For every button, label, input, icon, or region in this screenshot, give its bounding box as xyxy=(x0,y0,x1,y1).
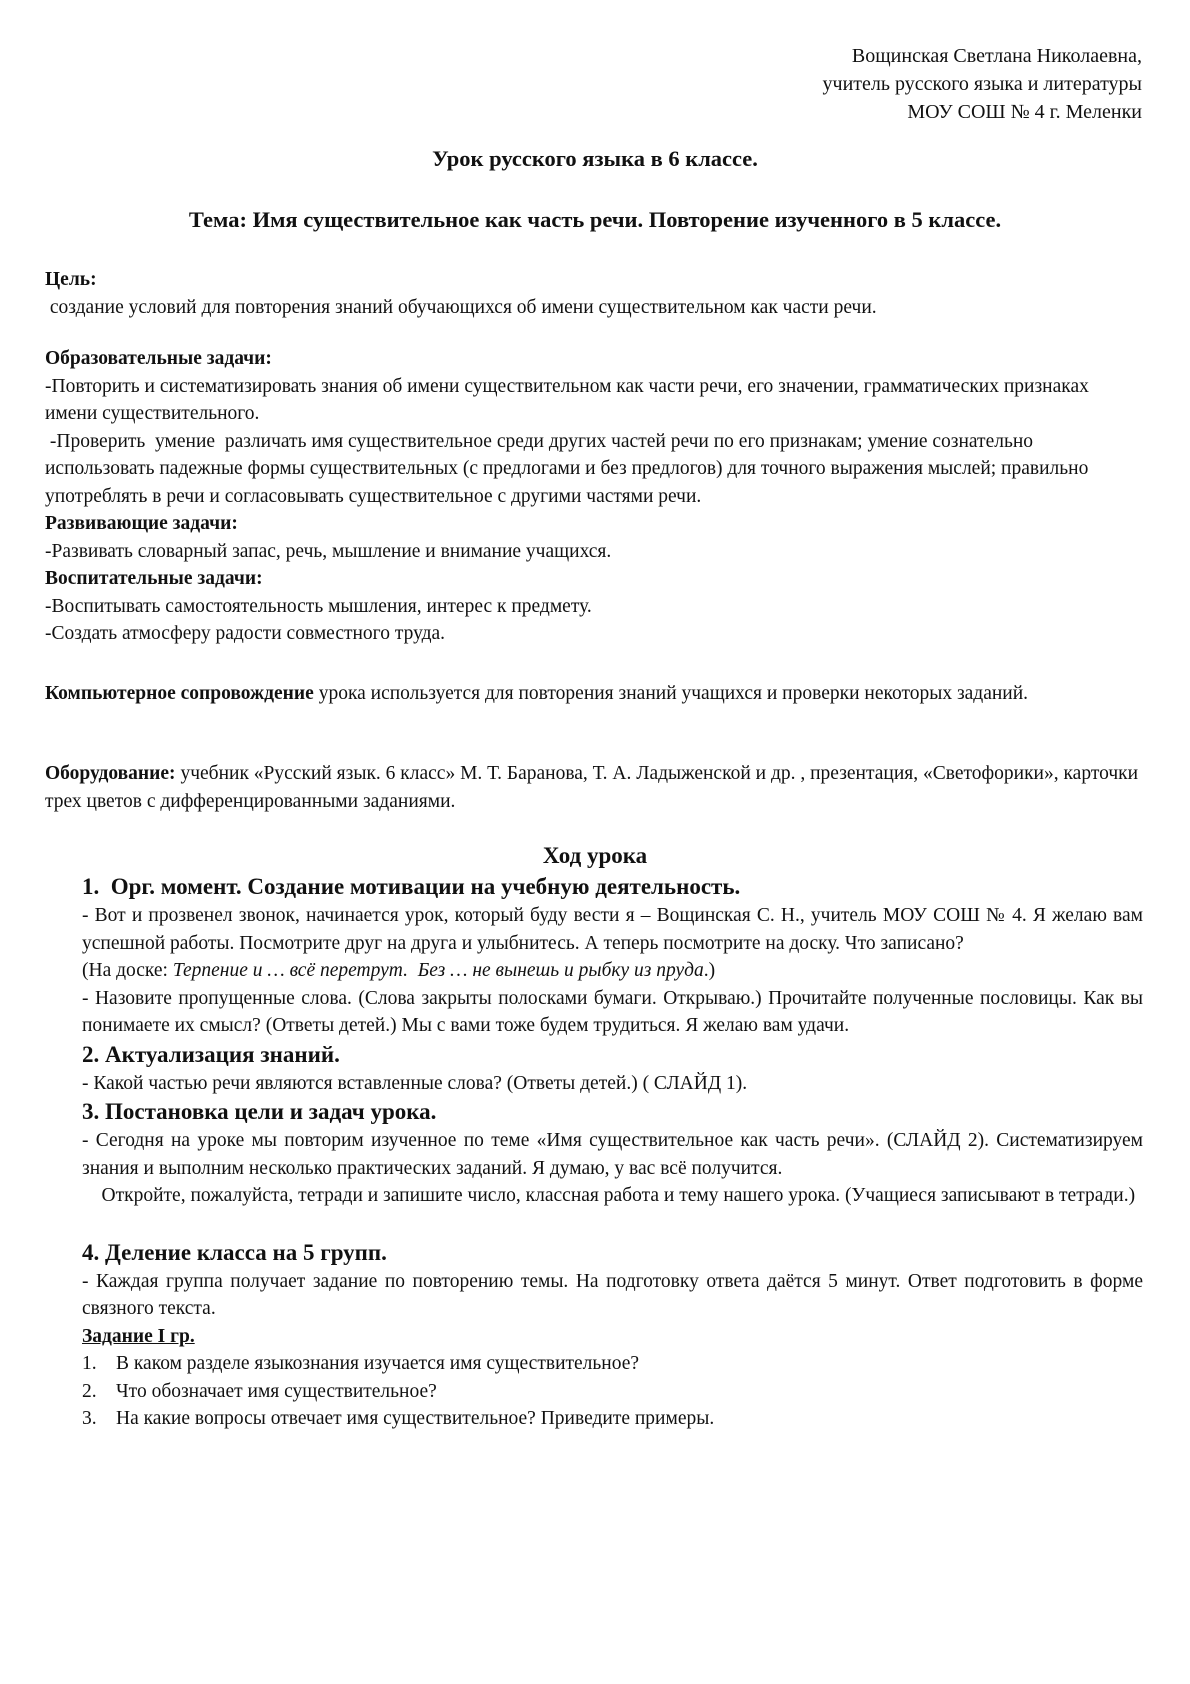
equipment-paragraph xyxy=(45,760,1143,815)
author-name: Вощинская Светлана Николаевна, xyxy=(851,45,1142,67)
question-number: 2. xyxy=(82,1380,97,1402)
lesson-body xyxy=(82,872,1143,1433)
developing-task-1: -Развивать словарный запас, речь, мышление и внимание учащихся. xyxy=(45,540,612,562)
computer-support-label: Компьютерное сопровождение xyxy=(45,683,314,704)
educational-task-1: -Повторить и систематизировать знания об имени существительном как части речи, его значении, грамматических признаках имени существительного. xyxy=(45,375,1089,424)
section-2-heading: 2. Актуализация знаний. xyxy=(82,1041,340,1067)
educational-tasks-heading: Образовательные задачи: xyxy=(45,348,272,369)
lesson-title: Урок русского языка в 6 классе. xyxy=(432,146,758,171)
task-group-1-heading: Задание I гр. xyxy=(82,1325,195,1347)
author-block xyxy=(823,42,1142,126)
equipment-label: Оборудование: xyxy=(45,763,176,784)
question-number: 3. xyxy=(82,1408,97,1429)
question-text: Что обозначает имя существительное? xyxy=(116,1380,437,1402)
section-2-paragraph-1: - Какой частью речи являются вставленные слова? (Ответы детей.) ( СЛАЙД 1). xyxy=(82,1072,748,1094)
developing-tasks-heading: Развивающие задачи: xyxy=(45,513,238,534)
section-1-board-line xyxy=(82,957,1143,985)
question-item xyxy=(82,1350,1143,1378)
board-open: (На доске: xyxy=(82,960,173,981)
section-4-heading: 4. Деление класса на 5 групп. xyxy=(82,1239,387,1265)
tasks-section xyxy=(45,345,1143,648)
section-4-paragraph-1: - Каждая группа получает задание по повторению темы. На подготовку ответа даётся 5 минут. Ответ подготовить в форме связного текста. xyxy=(82,1270,1143,1319)
computer-support-text: урока используется для повторения знаний учащихся и проверки некоторых заданий. xyxy=(313,683,1029,704)
question-number: 1. xyxy=(82,1353,97,1374)
question-item xyxy=(82,1405,1143,1433)
goal-section xyxy=(45,266,1143,321)
section-1-heading: 1. Орг. момент. Создание мотивации на учебную деятельность. xyxy=(82,874,741,899)
author-school: МОУ СОШ № 4 г. Меленки xyxy=(907,101,1142,123)
question-text: В каком разделе языкознания изучается имя существительное? xyxy=(116,1353,640,1374)
section-3-heading: 3. Постановка цели и задач урока. xyxy=(82,1099,437,1124)
board-close: .) xyxy=(703,960,716,981)
question-text: На какие вопросы отвечает имя существительное? Приведите примеры. xyxy=(116,1408,715,1429)
author-position: учитель русского языка и литературы xyxy=(822,73,1142,95)
board-proverbs: Терпение и … всё перетрут. Без … не вынешь и рыбку из пруда xyxy=(172,960,704,981)
goal-heading: Цель: xyxy=(45,269,97,290)
section-3-paragraph-1: - Сегодня на уроке мы повторим изученное по теме «Имя существительное как часть речи». (СЛАЙД 2). Систематизируем знания и выполним несколько практических заданий. Я думаю, у вас всё получится. xyxy=(82,1130,1143,1179)
section-1-paragraph-3: - Назовите пропущенные слова. (Слова закрыты полосками бумаги. Открываю.) Прочитайте полученные пословицы. Как вы понимаете их смысл? (Ответы детей.) Мы с вами тоже будем трудиться. Я желаю вам удачи. xyxy=(82,987,1143,1036)
task-group-1-questions xyxy=(82,1350,1143,1433)
section-1-paragraph-1: - Вот и прозвенел звонок, начинается урок, который буду вести я – Вощинская С. Н., учитель МОУ СОШ № 4. Я желаю вам успешной работы. Посмотрите друг на друга и улыбнитесь. А теперь посмотрите на доску. Что записано? xyxy=(82,905,1143,954)
upbringing-task-1: -Воспитывать самостоятельность мышления, интерес к предмету. xyxy=(45,595,592,617)
question-item xyxy=(82,1378,1143,1406)
equipment-text: учебник «Русский язык. 6 класс» М. Т. Баранова, Т. А. Ладыженской и др. , презентация, «Светофорики», карточки трех цветов с дифференцированными заданиями. xyxy=(45,763,1143,812)
section-3-paragraph-2: Откройте, пожалуйста, тетради и запишите число, классная работа и тему нашего урока. (Учащиеся записывают в тетради.) xyxy=(82,1185,1136,1206)
upbringing-tasks-heading: Воспитательные задачи: xyxy=(45,568,263,589)
upbringing-task-2: -Создать атмосферу радости совместного труда. xyxy=(45,623,446,644)
lesson-topic: Тема: Имя существительное как часть речи. Повторение изученного в 5 классе. xyxy=(188,207,1002,232)
lesson-progress-heading: Ход урока xyxy=(542,843,648,868)
goal-text: создание условий для повторения знаний обучающихся об имени существительном как части речи. xyxy=(45,296,877,318)
computer-support-paragraph xyxy=(45,680,1143,708)
educational-task-2: -Проверить умение различать имя существительное среди других частей речи по его признакам; умение сознательно использовать падежные формы существительных (с предлогами и без предлогов) для точного выражения мыслей; правильно употреблять в речи и согласовывать существительное с другими частями речи. xyxy=(45,430,1094,507)
